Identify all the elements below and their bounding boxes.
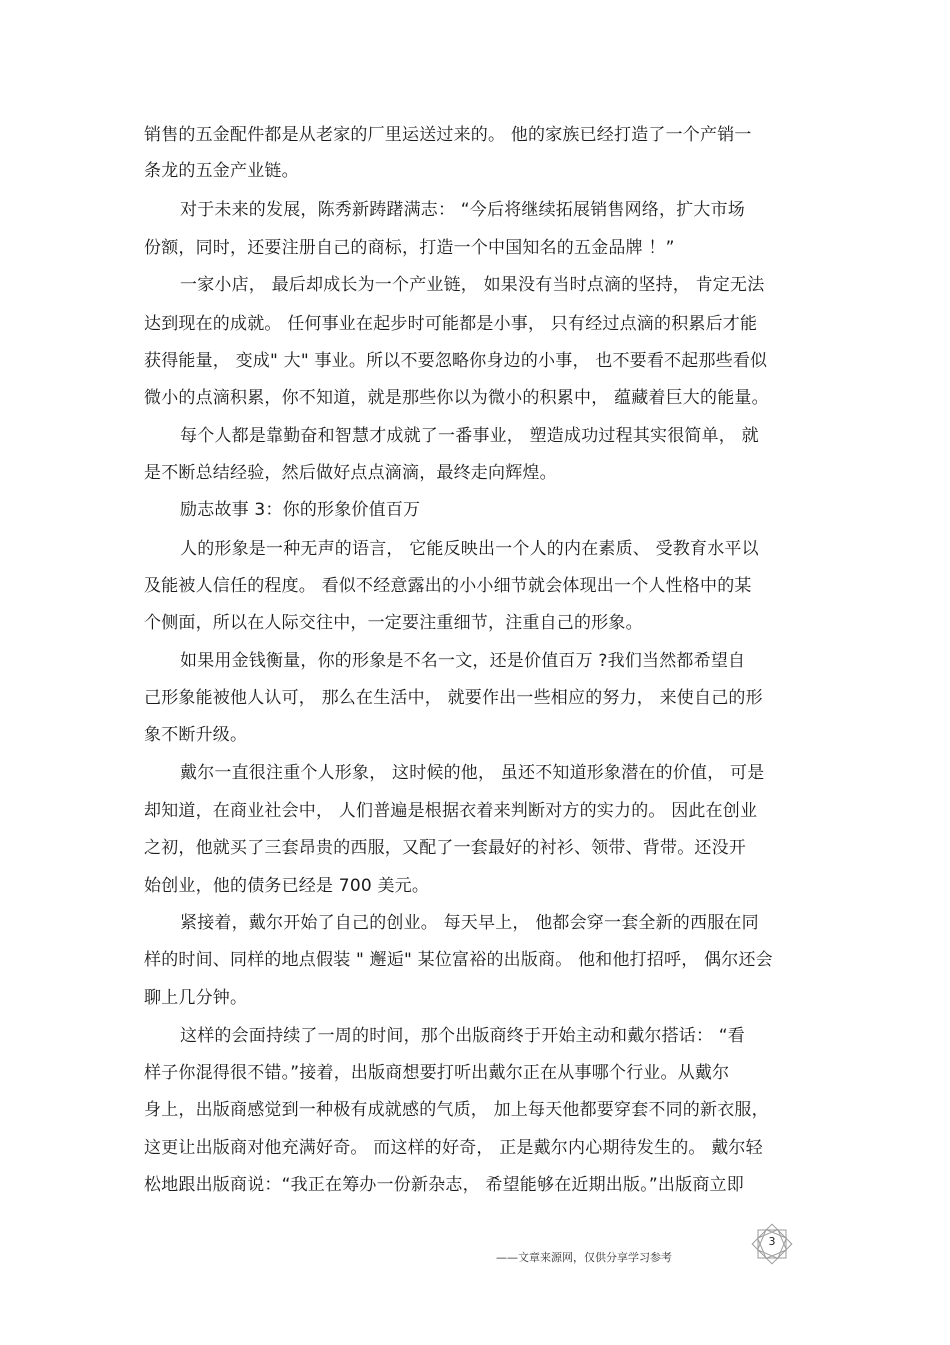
text-line: 松地跟出版商说：“我正在筹办一份新杂志， 希望能够在近期出版。”出版商立即	[144, 1175, 744, 1195]
page-number: 3	[768, 1235, 776, 1248]
text-line: 个侧面，所以在人际交往中，一定要注重细节，注重自己的形象。	[144, 613, 643, 633]
section-heading: 励志故事 3：你的形象价值百万	[180, 500, 421, 520]
text-line: 这样的会面持续了一周的时间，那个出版商终于开始主动和戴尔搭话： “看	[180, 1026, 746, 1046]
text-line: 条龙的五金产业链。	[144, 161, 299, 181]
text-line: 销售的五金配件都是从老家的厂里运送过来的。 他的家族已经打造了一个产销一	[144, 125, 752, 145]
text-line: 聊上几分钟。	[144, 988, 248, 1008]
text-line: 及能被人信任的程度。 看似不经意露出的小小细节就会体现出一个人性格中的某	[144, 576, 752, 596]
text-line: 身上，出版商感觉到一种极有成就感的气质， 加上每天他都要穿套不同的新衣服，	[144, 1100, 769, 1120]
text-line: 微小的点滴积累，你不知道，就是那些你以为微小的积累中， 蕴藏着巨大的能量。	[144, 388, 769, 408]
text-line: 一家小店， 最后却成长为一个产业链， 如果没有当时点滴的坚持， 肯定无法	[180, 275, 765, 295]
text-line: 达到现在的成就。 任何事业在起步时可能都是小事， 只有经过点滴的积累后才能	[144, 314, 758, 334]
text-line: 是不断总结经验，然后做好点点滴滴，最终走向辉煌。	[144, 463, 557, 483]
text-line: 象不断升级。	[144, 725, 248, 745]
text-line: 样子你混得很不错。”接着，出版商想要打听出戴尔正在从事哪个行业。从戴尔	[144, 1063, 730, 1083]
text-line: 样的时间、同样的地点假装 " 邂逅" 某位富裕的出版商。 他和他打招呼， 偶尔还会	[144, 950, 773, 970]
page-number-badge	[748, 1220, 796, 1268]
text-line: 这更让出版商对他充满好奇。 而这样的好奇， 正是戴尔内心期待发生的。 戴尔轻	[144, 1138, 763, 1158]
footer-source-note: ——文章来源网，仅供分享学习参考	[496, 1251, 672, 1264]
text-line: 获得能量， 变成" 大" 事业。所以不要忽略你身边的小事， 也不要看不起那些看似	[144, 351, 768, 371]
text-line: 紧接着，戴尔开始了自己的创业。 每天早上， 他都会穿一套全新的西服在同	[180, 913, 759, 933]
text-line: 人的形象是一种无声的语言， 它能反映出一个人的内在素质、 受教育水平以	[180, 539, 759, 559]
text-line: 份额，同时，还要注册自己的商标，打造一个中国知名的五金品牌 ！”	[144, 238, 675, 258]
text-line: 却知道，在商业社会中， 人们普遍是根据衣着来判断对方的实力的。 因此在创业	[144, 801, 758, 821]
text-line: 始创业，他的债务已经是 700 美元。	[144, 876, 430, 896]
text-line: 每个人都是靠勤奋和智慧才成就了一番事业， 塑造成功过程其实很简单， 就	[180, 426, 759, 446]
text-line: 之初，他就买了三套昂贵的西服，又配了一套最好的衬衫、领带、背带。还没开	[144, 838, 746, 858]
text-line: 对于未来的发展，陈秀新踌躇满志： “今后将继续拓展销售网络，扩大市场	[180, 200, 746, 220]
text-line: 如果用金钱衡量，你的形象是不名一文，还是价值百万 ?我们当然都希望自	[180, 651, 746, 671]
text-line: 己形象能被他人认可， 那么在生活中， 就要作出一些相应的努力， 来使自己的形	[144, 688, 763, 708]
text-line: 戴尔一直很注重个人形象， 这时候的他， 虽还不知道形象潜在的价值， 可是	[180, 763, 765, 783]
